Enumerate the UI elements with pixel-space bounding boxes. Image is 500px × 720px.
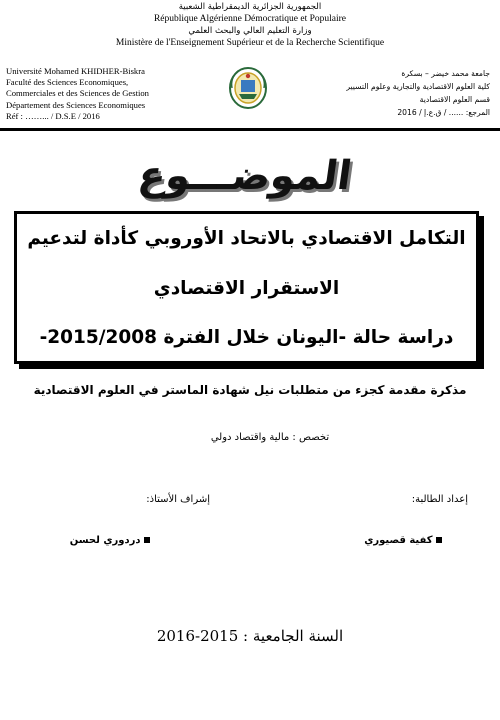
- department-arabic: قسم العلوم الاقتصادية: [419, 95, 490, 104]
- student-name: كفية قصيوري: [364, 535, 433, 546]
- university-seal-icon: [228, 66, 268, 110]
- subject-heading: الموضـــوع: [135, 153, 355, 199]
- thesis-title-line2: الاستقرار الاقتصادي: [153, 278, 340, 299]
- header-divider: [0, 128, 500, 131]
- supervisor-label: إشراف الأستاذ:: [146, 494, 210, 505]
- university-name-french: Université Mohamed KHIDHER-Biskra: [6, 66, 145, 76]
- memo-statement: مذكرة مقدمة كجزء من متطلبات نيل شهادة الماستر في العلوم الاقتصادية: [33, 383, 467, 397]
- university-name-arabic: جامعة محمد خيضر – بسكرة: [401, 69, 490, 78]
- ministry-french: Ministère de l'Enseignement Supérieur et de la Recherche Scientifique: [115, 38, 385, 48]
- department-french: Département des Sciences Economiques: [6, 99, 146, 110]
- university-info-arabic: [320, 67, 490, 119]
- thesis-title-box: [14, 211, 479, 364]
- specialization: تخصص : مالية واقتصاد دولي: [210, 432, 330, 443]
- reference-arabic: المرجع: ...... / ق.ع.إ / 2016: [397, 108, 490, 117]
- faculty-arabic: كلية العلوم الاقتصادية والتجارية وعلوم التسيير: [346, 82, 490, 91]
- faculty-line2-french: Commerciales et des Sciences de Gestion: [6, 88, 149, 99]
- thesis-title-line1: التكامل الاقتصادي بالاتحاد الأوروبي كأداة لتدعيم: [27, 228, 466, 249]
- student-label: إعداد الطالبة:: [411, 494, 468, 505]
- republic-arabic: الجمهورية الجزائرية الديمقراطية الشعبية: [178, 2, 322, 12]
- faculty-line1-french: Faculté des Sciences Economiques,: [6, 77, 129, 88]
- bullet-icon: [436, 537, 442, 543]
- academic-year: السنة الجامعية : 2015-2016: [156, 627, 344, 645]
- supervisor-entry: [30, 535, 150, 546]
- thesis-case-study: دراسة حالة -اليونان خلال الفترة 2015/2008-: [39, 327, 454, 348]
- reference-french: Réf : ……... / D.S.E / 2016: [6, 110, 100, 121]
- supervisor-name: دردوري لحسن: [69, 535, 141, 546]
- ministry-arabic: وزارة التعليم العالي والبحث العلمي: [188, 26, 312, 36]
- student-entry: [292, 535, 442, 546]
- republic-french: République Algérienne Démocratique et Populaire: [153, 14, 347, 24]
- bullet-icon: [144, 537, 150, 543]
- university-info-french: [6, 66, 216, 122]
